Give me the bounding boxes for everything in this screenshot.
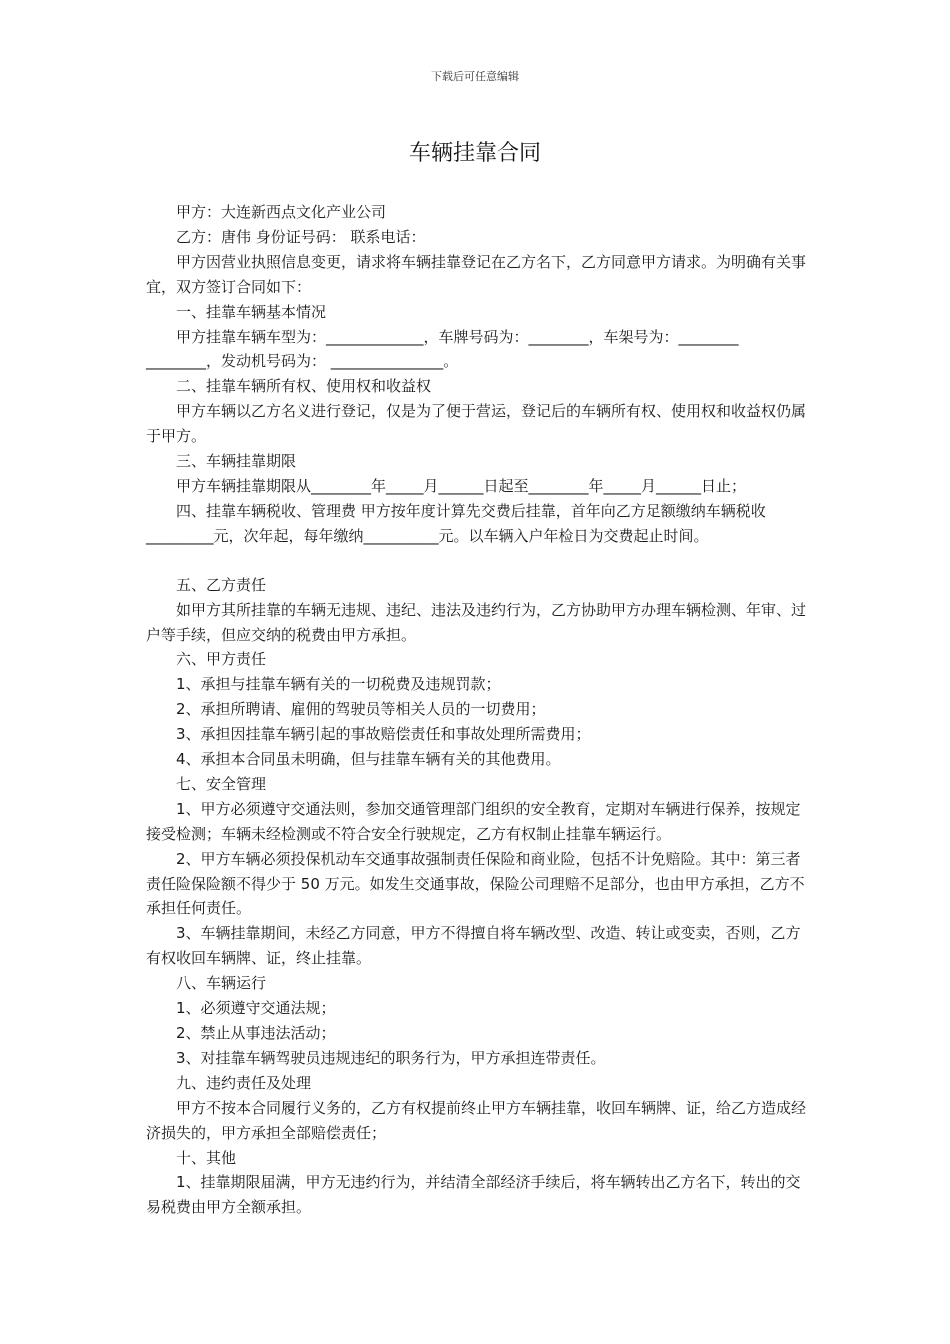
document-title: 车辆挂靠合同 — [408, 141, 541, 166]
clause-paragraph: 1、挂靠期限届满，甲方无违约行为，并结清全部经济手续后，将车辆转出乙方名下，转出的交易税费由甲方全额承担。 — [146, 1173, 801, 1217]
section-heading: 八、车辆运行 — [176, 974, 267, 993]
clause-paragraph: 四、挂靠车辆税收、管理费 甲方按年度计算先交费后挂靠，首年向乙方足额缴纳车辆税收_________元，次年起，每年缴纳__________元。以车辆入户年检日为交费起止时间。 — [146, 501, 766, 545]
clause-paragraph: 2、甲方车辆必须投保机动车交通事故强制责任保险和商业险，包括不计免赔险。其中：第三者责任险保险额不得少于 50 万元。如发生交通事故，保险公司理赔不足部分，也由甲方承担，乙方不承担任何责任。 — [146, 849, 805, 918]
list-item: 2、禁止从事违法活动； — [176, 1024, 336, 1042]
list-item: 1、承担与挂靠车辆有关的一切税费及违规罚款； — [176, 675, 501, 694]
section-heading: 一、挂靠车辆基本情况 — [176, 302, 327, 321]
list-item: 3、对挂靠车辆驾驶员违规违纪的职务行为，甲方承担连带责任。 — [176, 1048, 606, 1067]
section-heading: 六、甲方责任 — [176, 650, 267, 669]
clause-paragraph: 甲方车辆挂靠期限从________年_____月______日起至________年_____月______日止； — [176, 476, 747, 495]
section-heading: 五、乙方责任 — [176, 575, 267, 594]
party-b-line: 乙方：唐伟 身份证号码： 联系电话： — [176, 227, 426, 246]
clause-paragraph: 甲方车辆以乙方名义进行登记，仅是为了便于营运，登记后的车辆所有权、使用权和收益权仍属于甲方。 — [146, 402, 807, 446]
clause-paragraph: 甲方不按本合同履行义务的，乙方有权提前终止甲方车辆挂靠，收回车辆牌、证，给乙方造成经济损失的，甲方承担全部赔偿责任； — [146, 1098, 807, 1142]
clause-paragraph: 1、甲方必须遵守交通法则，参加交通管理部门组织的安全教育，定期对车辆进行保养，按规定接受检测；车辆未经检测或不符合安全行驶规定，乙方有权制止挂靠车辆运行。 — [146, 799, 801, 843]
list-item: 4、承担本合同虽未明确，但与挂靠车辆有关的其他费用。 — [176, 750, 561, 769]
preamble-paragraph: 甲方因营业执照信息变更，请求将车辆挂靠登记在乙方名下，乙方同意甲方请求。为明确有关事宜，双方签订合同如下： — [146, 252, 807, 296]
contract-body — [146, 200, 814, 1220]
section-heading: 十、其他 — [176, 1148, 237, 1167]
blank-line — [146, 549, 814, 573]
party-a-line: 甲方：大连新西点文化产业公司 — [176, 203, 387, 221]
section-heading: 三、车辆挂靠期限 — [176, 452, 297, 471]
section-heading: 二、挂靠车辆所有权、使用权和收益权 — [176, 377, 432, 396]
clause-paragraph: 如甲方其所挂靠的车辆无违规、违纪、违法及违约行为，乙方协助甲方办理车辆检测、年审、过户等手续，但应交纳的税费由甲方承担。 — [146, 600, 807, 644]
clause-paragraph: 甲方挂靠车辆车型为：_____________，车牌号码为：________，车架号为：________ ________，发动机号码为： _______________。 — [146, 327, 739, 371]
section-heading: 九、违约责任及处理 — [176, 1073, 312, 1092]
clause-paragraph: 3、车辆挂靠期间，未经乙方同意，甲方不得擅自将车辆改型、改造、转让或变卖，否则，乙方有权收回车辆牌、证，终止挂靠。 — [146, 924, 801, 968]
section-heading: 七、安全管理 — [176, 774, 267, 793]
header-note: 下载后可任意编辑 — [431, 70, 519, 83]
list-item: 1、必须遵守交通法规； — [176, 999, 336, 1018]
list-item: 2、承担所聘请、雇佣的驾驶员等相关人员的一切费用； — [176, 700, 546, 719]
list-item: 3、承担因挂靠车辆引起的事故赔偿责任和事故处理所需费用； — [176, 725, 591, 744]
